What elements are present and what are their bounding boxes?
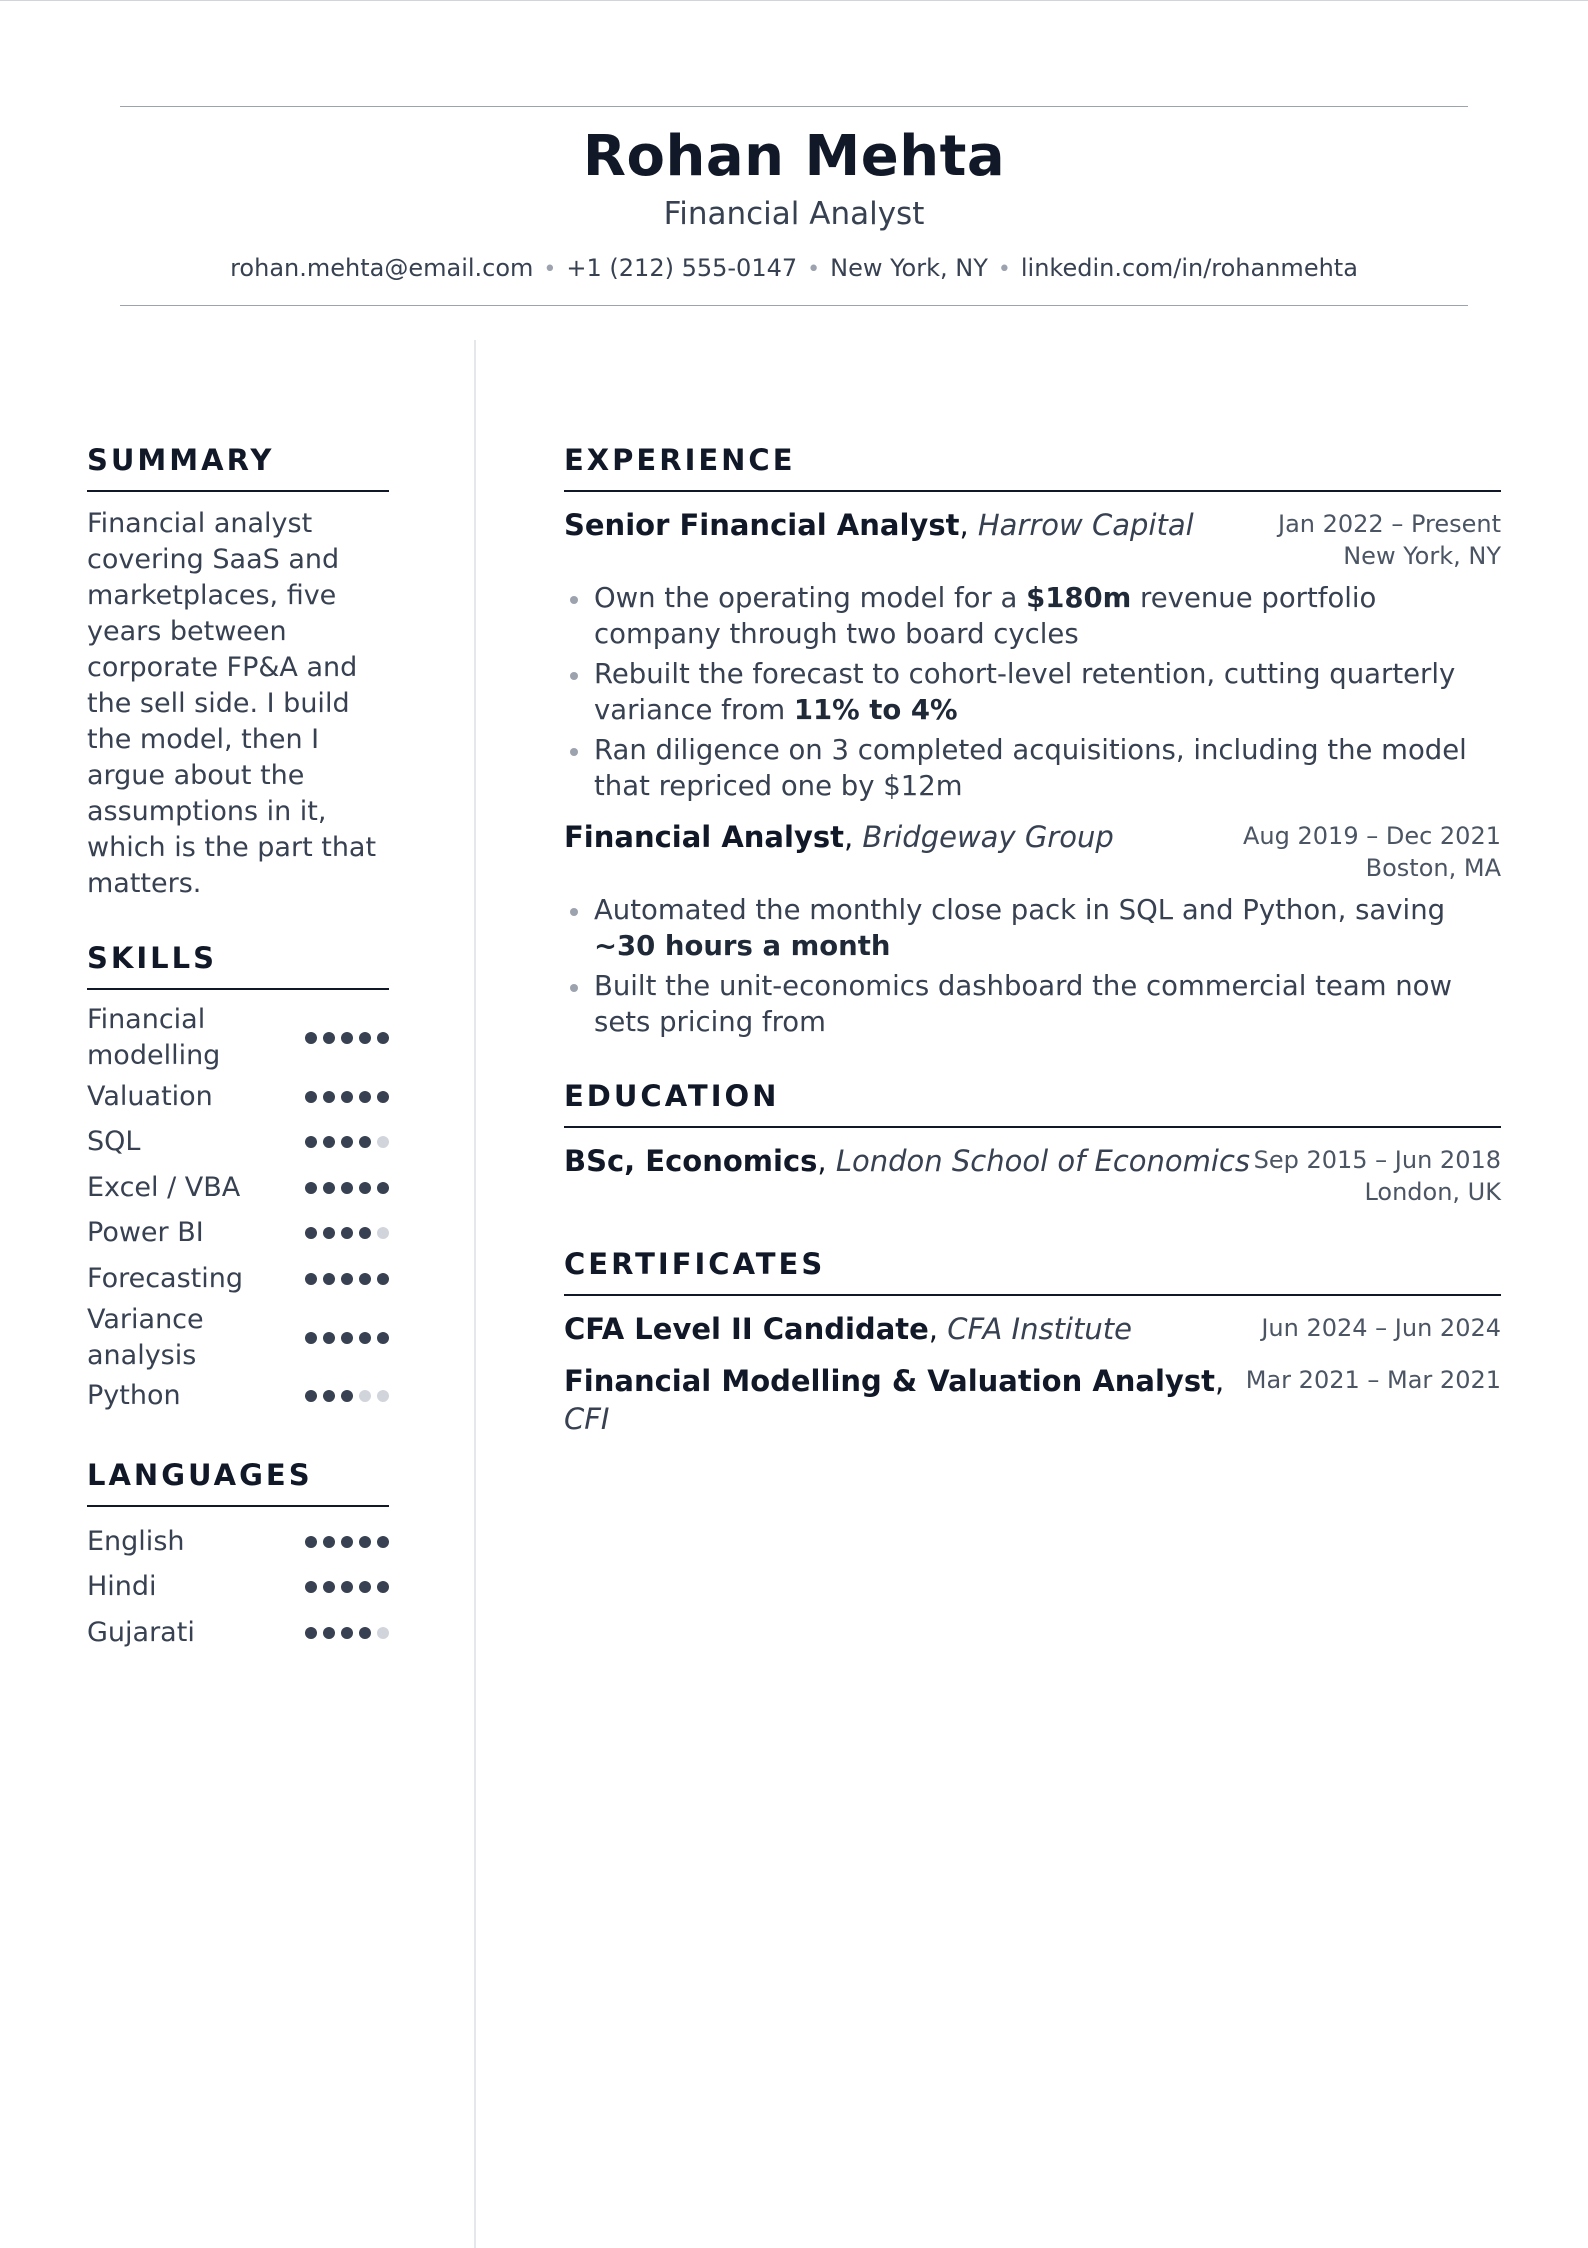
rating-dot-filled bbox=[341, 1091, 353, 1103]
experience-entry bbox=[564, 506, 1501, 804]
certificates-list bbox=[564, 1310, 1501, 1438]
education-location: London, UK bbox=[1364, 1178, 1501, 1206]
skill-row bbox=[87, 1374, 389, 1420]
certificates-heading: CERTIFICATES bbox=[564, 1244, 1501, 1296]
experience-bullets bbox=[564, 580, 1501, 804]
rating-dot-empty bbox=[377, 1390, 389, 1402]
rating-dot-filled bbox=[359, 1136, 371, 1148]
page-top-border bbox=[0, 0, 1588, 1]
certificate-role: Financial Modelling & Valuation Analyst bbox=[564, 1364, 1215, 1398]
rating-dot-filled bbox=[305, 1390, 317, 1402]
experience-organization: Harrow Capital bbox=[977, 508, 1194, 542]
rating-dot-filled bbox=[305, 1136, 317, 1148]
rating-dot-filled bbox=[359, 1091, 371, 1103]
experience-meta bbox=[1243, 818, 1501, 884]
summary-section bbox=[87, 440, 389, 902]
rating-dot-empty bbox=[377, 1227, 389, 1239]
rating-dot-filled bbox=[359, 1332, 371, 1344]
summary-heading: SUMMARY bbox=[87, 440, 389, 492]
skill-row bbox=[87, 1302, 389, 1374]
skills-heading: SKILLS bbox=[87, 938, 389, 990]
rating-dot-filled bbox=[305, 1032, 317, 1044]
experience-dates: Aug 2019 – Dec 2021 bbox=[1243, 822, 1501, 850]
rating-dot-filled bbox=[305, 1091, 317, 1103]
certificate-organization: CFI bbox=[564, 1402, 610, 1436]
contact-separator: • bbox=[807, 257, 821, 282]
skill-label: Excel / VBA bbox=[87, 1171, 241, 1203]
language-row bbox=[87, 1519, 389, 1565]
rating-dot-filled bbox=[359, 1627, 371, 1639]
language-row bbox=[87, 1610, 389, 1656]
rating-dot-filled bbox=[341, 1581, 353, 1593]
language-label: English bbox=[87, 1525, 185, 1557]
certificate-entry bbox=[564, 1362, 1501, 1438]
education-meta bbox=[1254, 1142, 1501, 1208]
summary-text: Financial analyst covering SaaS and marketplaces, five years between corporate FP&A and the sell side. I build the model, then I argue about the assumptions in it, which is the part that matters. bbox=[87, 508, 377, 899]
experience-dates: Jan 2022 – Present bbox=[1277, 510, 1501, 538]
rating-dot-empty bbox=[359, 1390, 371, 1402]
bullet-item: Ran diligence on 3 completed acquisitions, including the model that repriced one by $12m bbox=[564, 732, 1501, 804]
experience-role: Financial Analyst bbox=[564, 820, 844, 854]
rating-dot-filled bbox=[323, 1091, 335, 1103]
rating-dot-filled bbox=[359, 1182, 371, 1194]
rating-dot-filled bbox=[305, 1581, 317, 1593]
languages-heading: LANGUAGES bbox=[87, 1455, 389, 1507]
experience-organization: Bridgeway Group bbox=[862, 820, 1114, 854]
main-column bbox=[564, 440, 1501, 1438]
bullet-highlight: 11% to 4% bbox=[793, 694, 958, 726]
skill-label: Power BI bbox=[87, 1217, 204, 1249]
rating-dot-filled bbox=[359, 1032, 371, 1044]
skill-rating bbox=[305, 1182, 389, 1194]
skill-label: Valuation bbox=[87, 1080, 213, 1112]
rating-dot-filled bbox=[323, 1332, 335, 1344]
skill-rating bbox=[305, 1332, 389, 1344]
bullet-item: Rebuilt the forecast to cohort-level retention, cutting quarterly variance from 11% to 4% bbox=[564, 656, 1501, 728]
skill-rating bbox=[305, 1273, 389, 1285]
language-label: Hindi bbox=[87, 1571, 157, 1603]
skill-row bbox=[87, 1120, 389, 1166]
education-organization: London School of Economics bbox=[835, 1144, 1251, 1178]
experience-list bbox=[564, 506, 1501, 1040]
education-list bbox=[564, 1142, 1501, 1208]
certificate-entry-header bbox=[564, 1362, 1501, 1438]
education-entry bbox=[564, 1142, 1501, 1208]
rating-dot-empty bbox=[377, 1136, 389, 1148]
certificate-dates: Mar 2021 – Mar 2021 bbox=[1245, 1366, 1501, 1394]
rating-dot-filled bbox=[323, 1136, 335, 1148]
skill-rating bbox=[305, 1091, 389, 1103]
experience-section bbox=[564, 440, 1501, 1040]
contact-location: New York, NY bbox=[830, 254, 988, 282]
skill-rating bbox=[305, 1390, 389, 1402]
candidate-title: Financial Analyst bbox=[663, 196, 925, 232]
rating-dot-filled bbox=[323, 1273, 335, 1285]
skill-rating bbox=[305, 1227, 389, 1239]
certificate-meta bbox=[1261, 1310, 1501, 1344]
rating-dot-filled bbox=[305, 1536, 317, 1548]
rating-dot-filled bbox=[341, 1136, 353, 1148]
rating-dot-filled bbox=[341, 1273, 353, 1285]
language-rating bbox=[305, 1581, 389, 1593]
rating-dot-filled bbox=[323, 1227, 335, 1239]
rating-dot-filled bbox=[323, 1182, 335, 1194]
sidebar bbox=[87, 440, 389, 1656]
education-role: BSc, Economics bbox=[564, 1144, 818, 1178]
experience-location: Boston, MA bbox=[1365, 854, 1501, 882]
skill-label: SQL bbox=[87, 1126, 141, 1158]
rating-dot-filled bbox=[377, 1581, 389, 1593]
education-heading: EDUCATION bbox=[564, 1076, 1501, 1128]
rating-dot-filled bbox=[341, 1182, 353, 1194]
rating-dot-filled bbox=[323, 1581, 335, 1593]
rating-dot-filled bbox=[377, 1273, 389, 1285]
rating-dot-empty bbox=[377, 1627, 389, 1639]
certificate-dates: Jun 2024 – Jun 2024 bbox=[1261, 1314, 1501, 1342]
rating-dot-filled bbox=[359, 1581, 371, 1593]
candidate-name: Rohan Mehta bbox=[582, 124, 1006, 189]
certificate-meta bbox=[1246, 1362, 1501, 1396]
experience-meta bbox=[1278, 506, 1501, 572]
experience-bullets bbox=[564, 892, 1501, 1040]
rating-dot-filled bbox=[341, 1032, 353, 1044]
education-entry-title: BSc, Economics, London School of Economics bbox=[564, 1144, 1251, 1178]
certificate-entry-title: CFA Level II Candidate, CFA Institute bbox=[564, 1312, 1132, 1346]
language-rating bbox=[305, 1627, 389, 1639]
rating-dot-filled bbox=[377, 1332, 389, 1344]
bullet-item: Automated the monthly close pack in SQL and Python, saving ~30 hours a month bbox=[564, 892, 1501, 964]
skills-list bbox=[87, 1002, 389, 1419]
languages-section bbox=[87, 1455, 389, 1656]
rating-dot-filled bbox=[377, 1182, 389, 1194]
experience-location: New York, NY bbox=[1343, 542, 1501, 570]
rating-dot-filled bbox=[341, 1536, 353, 1548]
rating-dot-filled bbox=[323, 1390, 335, 1402]
bullet-highlight: $180m bbox=[1026, 582, 1132, 614]
education-section bbox=[564, 1076, 1501, 1208]
languages-list bbox=[87, 1519, 389, 1656]
skill-row bbox=[87, 1211, 389, 1257]
education-entry-header bbox=[564, 1142, 1501, 1208]
certificate-entry-title: Financial Modelling & Valuation Analyst, CFI bbox=[564, 1364, 1225, 1436]
bullet-item: Own the operating model for a $180m revenue portfolio company through two board cycles bbox=[564, 580, 1501, 652]
certificate-entry-header bbox=[564, 1310, 1501, 1348]
bullet-highlight: ~30 hours a month bbox=[594, 930, 891, 962]
rating-dot-filled bbox=[377, 1536, 389, 1548]
language-label: Gujarati bbox=[87, 1616, 195, 1648]
column-divider bbox=[474, 340, 476, 2248]
rating-dot-filled bbox=[323, 1536, 335, 1548]
rating-dot-filled bbox=[341, 1627, 353, 1639]
rating-dot-filled bbox=[305, 1182, 317, 1194]
rating-dot-filled bbox=[323, 1627, 335, 1639]
rating-dot-filled bbox=[305, 1273, 317, 1285]
experience-entry-title: Financial Analyst, Bridgeway Group bbox=[564, 820, 1114, 854]
skill-label: Financial modelling bbox=[87, 1004, 221, 1071]
certificate-entry bbox=[564, 1310, 1501, 1348]
contact-line bbox=[120, 251, 1468, 287]
language-rating bbox=[305, 1536, 389, 1548]
skill-row bbox=[87, 1256, 389, 1302]
contact-separator: • bbox=[543, 257, 557, 282]
skill-label: Forecasting bbox=[87, 1262, 244, 1294]
rating-dot-filled bbox=[359, 1273, 371, 1285]
contact-separator: • bbox=[997, 257, 1011, 282]
rating-dot-filled bbox=[323, 1032, 335, 1044]
resume-header bbox=[120, 106, 1468, 306]
experience-role: Senior Financial Analyst bbox=[564, 508, 960, 542]
rating-dot-filled bbox=[359, 1536, 371, 1548]
skill-rating bbox=[305, 1136, 389, 1148]
skill-row bbox=[87, 1002, 389, 1074]
contact-linkedin[interactable]: linkedin.com/in/rohanmehta bbox=[1020, 254, 1358, 282]
skill-row bbox=[87, 1074, 389, 1120]
skill-row bbox=[87, 1165, 389, 1211]
skills-section bbox=[87, 938, 389, 1419]
experience-entry-header bbox=[564, 818, 1501, 884]
certificate-organization: CFA Institute bbox=[947, 1312, 1132, 1346]
skill-rating bbox=[305, 1032, 389, 1044]
experience-entry-title: Senior Financial Analyst, Harrow Capital bbox=[564, 508, 1194, 542]
rating-dot-filled bbox=[305, 1627, 317, 1639]
rating-dot-filled bbox=[305, 1332, 317, 1344]
experience-entry-header bbox=[564, 506, 1501, 572]
contact-email[interactable]: rohan.mehta@email.com bbox=[230, 254, 534, 282]
contact-phone[interactable]: +1 (212) 555-0147 bbox=[566, 254, 798, 282]
education-dates: Sep 2015 – Jun 2018 bbox=[1253, 1146, 1501, 1174]
rating-dot-filled bbox=[341, 1390, 353, 1402]
experience-heading: EXPERIENCE bbox=[564, 440, 1501, 492]
rating-dot-filled bbox=[341, 1332, 353, 1344]
experience-entry bbox=[564, 818, 1501, 1040]
rating-dot-filled bbox=[359, 1227, 371, 1239]
language-row bbox=[87, 1565, 389, 1611]
rating-dot-filled bbox=[377, 1091, 389, 1103]
skill-label: Variance analysis bbox=[87, 1303, 204, 1371]
rating-dot-filled bbox=[341, 1227, 353, 1239]
certificate-role: CFA Level II Candidate bbox=[564, 1312, 929, 1346]
certificates-section bbox=[564, 1244, 1501, 1438]
rating-dot-filled bbox=[377, 1032, 389, 1044]
rating-dot-filled bbox=[305, 1227, 317, 1239]
bullet-item: Built the unit-economics dashboard the commercial team now sets pricing from bbox=[564, 968, 1501, 1040]
skill-label: Python bbox=[87, 1380, 181, 1412]
